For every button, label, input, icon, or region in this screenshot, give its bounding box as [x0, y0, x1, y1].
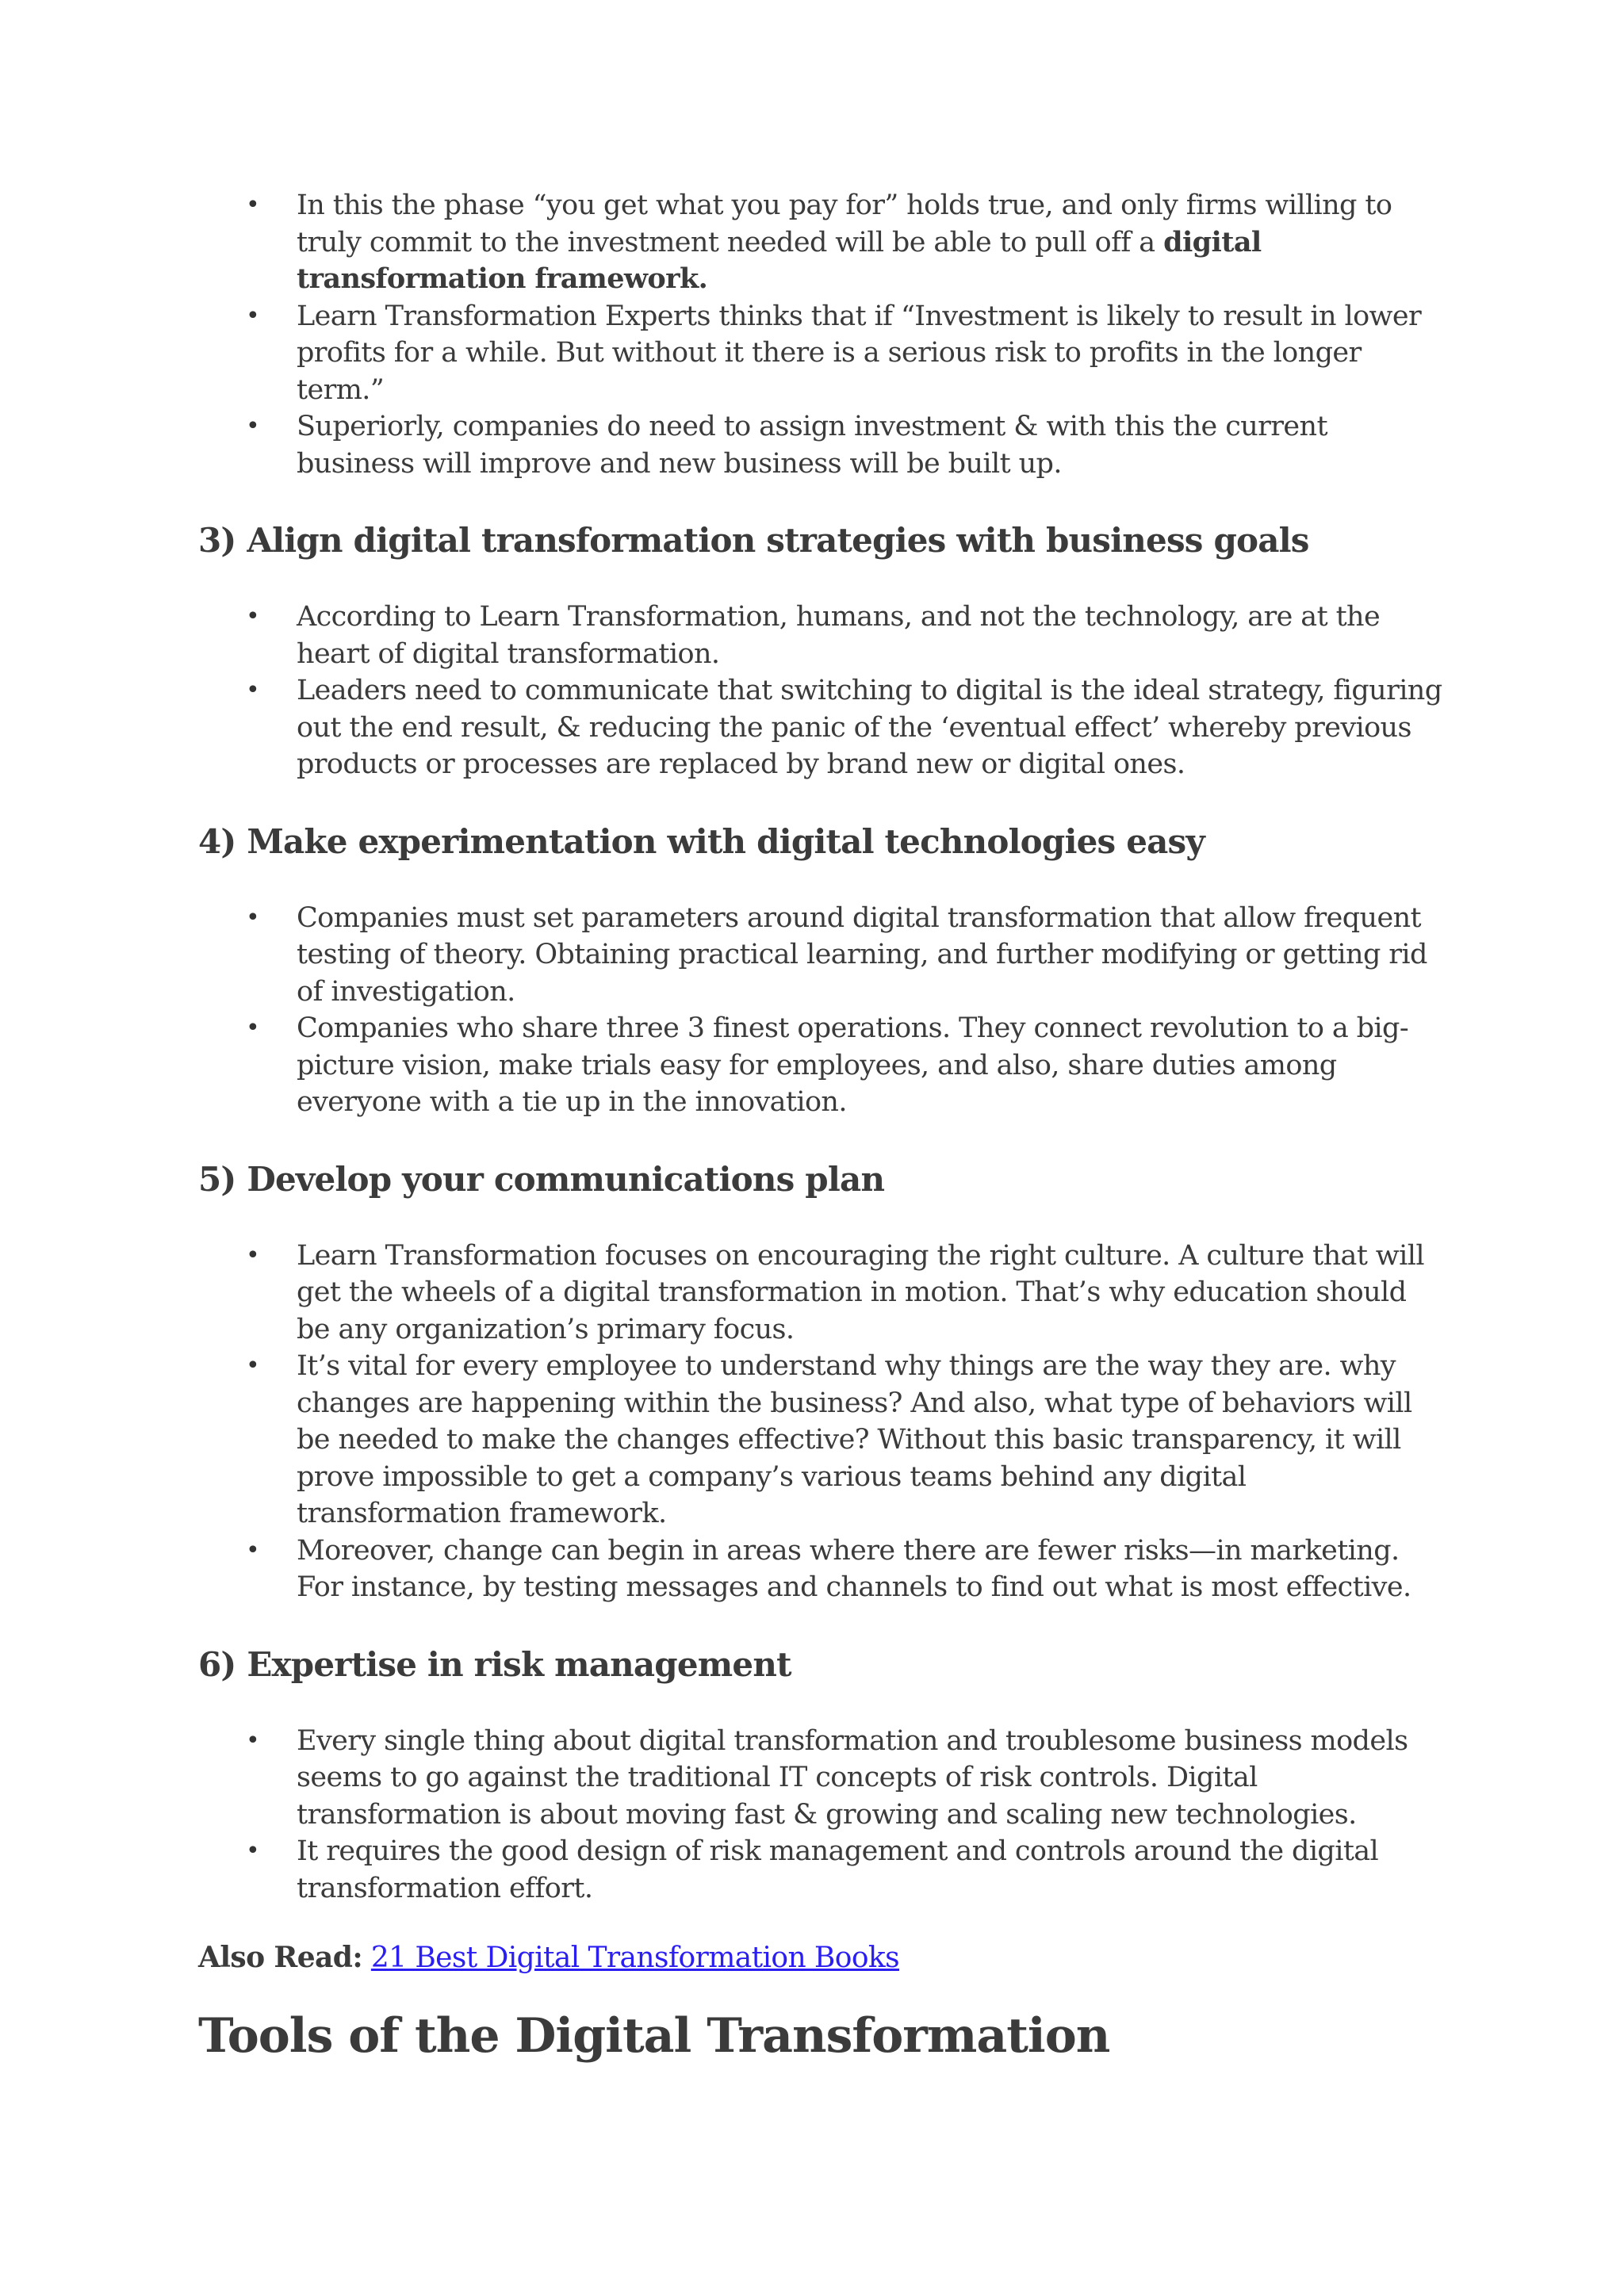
section-bullet-list	[198, 1238, 1443, 1606]
section-heading-align-strategies: 3) Align digital transformation strategies with business goals	[198, 521, 1309, 560]
intro-bullet-list	[198, 187, 1443, 482]
also-read-line	[198, 1938, 1443, 1977]
list-item: • It’s vital for every employee to understand why things are the way they are. why changes are happening within the business? And also, what type of behaviors will be needed to make the changes effective? Without this basic transparency, it will prove impossible to get a company’s various teams behind any digital transformation framework.	[198, 1348, 1443, 1533]
list-item: • Every single thing about digital transformation and troublesome business models seems to go against the traditional IT concepts of risk controls. Digital transformation is about moving fast & growing and scaling new technologies.	[198, 1723, 1443, 1834]
list-item: • Learn Transformation focuses on encouraging the right culture. A culture that will get the wheels of a digital transformation in motion. That’s why education should be any organization’s primary focus.	[198, 1238, 1443, 1349]
section-heading-communications-plan: 5) Develop your communications plan	[198, 1159, 885, 1199]
list-item: • Companies who share three 3 finest operations. They connect revolution to a big-picture vision, make trials easy for employees, and also, share duties among everyone with a tie up in the innovation.	[198, 1010, 1443, 1121]
section-bullet-list	[198, 1723, 1443, 1908]
list-item: • According to Learn Transformation, humans, and not the technology, are at the heart of digital transformation.	[198, 599, 1443, 672]
also-read-link[interactable]: 21 Best Digital Transformation Books	[370, 1942, 900, 1974]
list-item: • It requires the good design of risk management and controls around the digital transformation effort.	[198, 1833, 1443, 1907]
document-page	[198, 187, 1443, 2066]
section-heading-experimentation: 4) Make experimentation with digital technologies easy	[198, 821, 1205, 861]
list-item: • Superiorly, companies do need to assign investment & with this the current business will improve and new business will be built up.	[198, 408, 1443, 482]
list-item: • Companies must set parameters around digital transformation that allow frequent testing of theory. Obtaining practical learning, and further modifying or getting rid of investigation.	[198, 900, 1443, 1011]
section-bullet-list	[198, 599, 1443, 783]
list-item: • Leaders need to communicate that switching to digital is the ideal strategy, figuring out the end result, & reducing the panic of the ‘eventual effect’ whereby previous products or processes are replaced by brand new or digital ones.	[198, 672, 1443, 783]
list-item: • Learn Transformation Experts thinks that if “Investment is likely to result in lower profits for a while. But without it there is a serious risk to profits in the longer term.”	[198, 298, 1443, 409]
also-read-label: Also Read:	[198, 1941, 363, 1974]
section-heading-risk-management: 6) Expertise in risk management	[198, 1644, 791, 1684]
list-item: • In this the phase “you get what you pay for” holds true, and only firms willing to truly commit to the investment needed will be able to pull off a digital transformation framework.	[198, 187, 1443, 298]
bold-term: digital transformation framework.	[297, 225, 1262, 295]
tools-section-title: Tools of the Digital Transformation	[198, 2008, 1110, 2064]
list-item: • Moreover, change can begin in areas where there are fewer risks—in marketing. For instance, by testing messages and channels to find out what is most effective.	[198, 1533, 1443, 1606]
section-bullet-list	[198, 900, 1443, 1121]
